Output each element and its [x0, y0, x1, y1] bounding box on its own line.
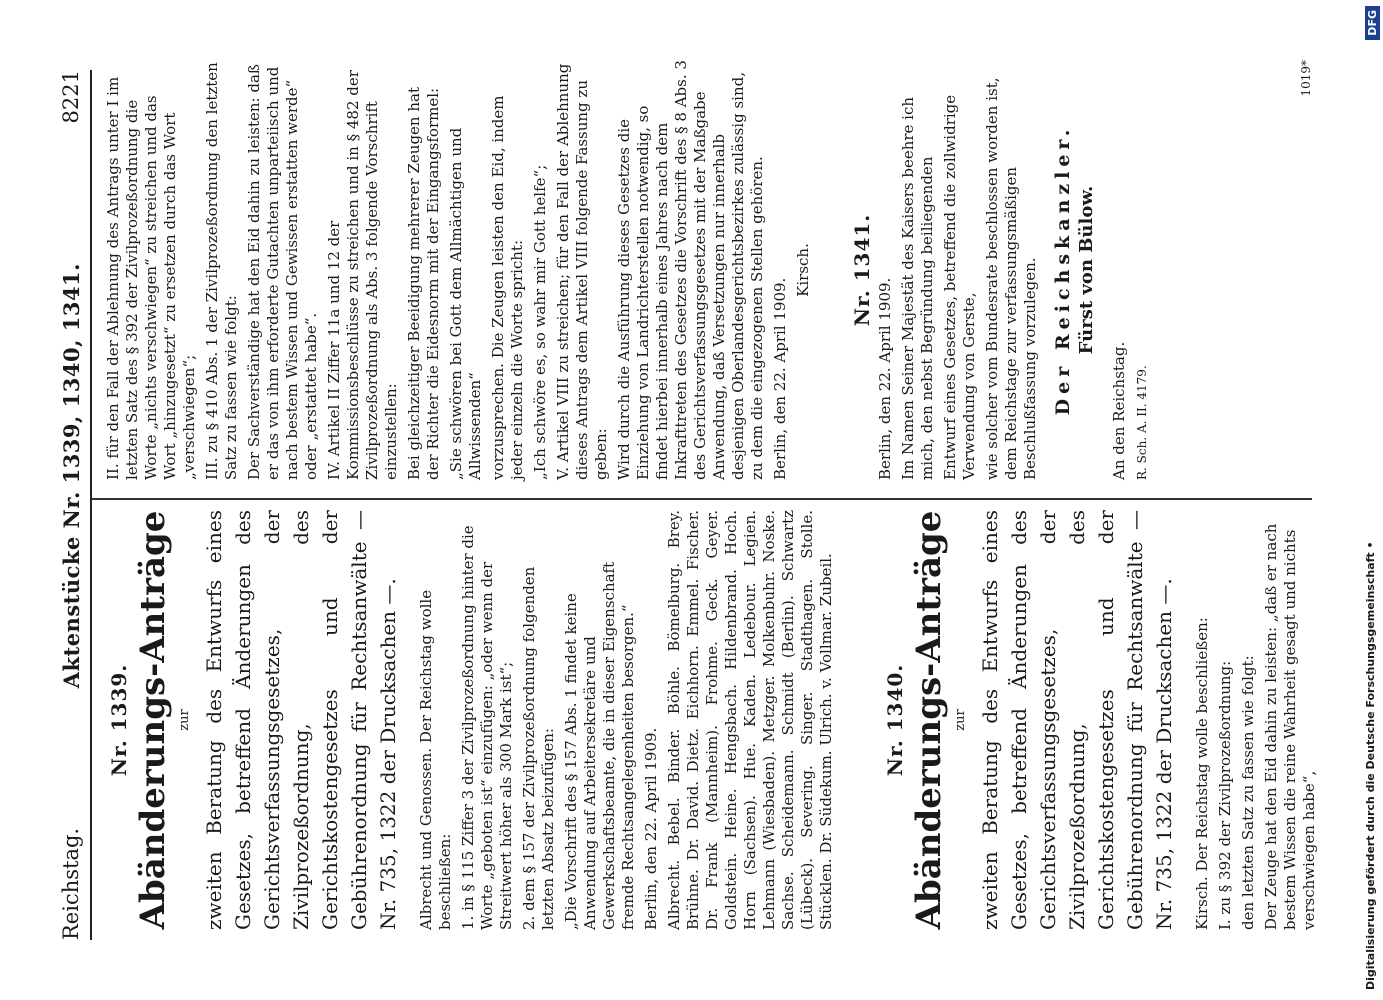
footnote-marker: 1019* — [1299, 60, 1313, 97]
zur-1340: zur — [953, 709, 968, 731]
header-rule — [90, 70, 92, 940]
doc-number-1341: Nr. 1341. — [850, 213, 874, 327]
heading-1340: Abänderungs-Anträge — [909, 510, 949, 930]
intro-1339: zweiten Beratung des Entwurfs eines Gesetzes, betreffend Änderungen des Gerichtsverfassungsgesetzes, der Zivilprozeßordnung, des Gerichtskostengesetzes und der Gebührenordnung für Rechtsanwälte — Nr. 735, 1322 der Drucksachen —. — [202, 510, 400, 930]
zur-1339: zur — [177, 709, 192, 731]
albrecht-item-2: 2. dem § 157 der Zivilprozeßordnung folgenden letzten Absatz beizufügen: — [520, 566, 557, 930]
kirsch-signature: Kirsch. — [794, 243, 812, 297]
right-column — [104, 60, 1156, 480]
header-title: Aktenstücke Nr. 1339, 1340, 1341. — [58, 263, 84, 689]
date-1339: Berlin, den 22. April 1909. — [642, 727, 660, 930]
kirsch-item-III: III. zu § 410 Abs. 1 der Zivilprozeßordnung den letzten Satz zu fassen wie folgt: — [203, 62, 240, 480]
page-header — [54, 70, 88, 940]
heading-1339: Abänderungs-Anträge — [133, 510, 173, 930]
date-1341: Berlin, den 22. April 1909. — [876, 277, 894, 480]
letter-1341-part-3: wie solcher vom Bundesrate beschlossen worden ist, dem Reichstage zur verfassungsmäßigen Beschlußfassung vorzulegen. — [983, 77, 1039, 480]
kirsch-item-IV-formula: „Sie schwören bei Gott dem Allmächtigen und Allwissenden“ — [447, 127, 484, 480]
kirsch-item-V-quote: Wird durch die Ausführung dieses Gesetzes die Einziehung von Landrichterstellen notwendig, so findet hierbei innerhalb eines Jahres nach dem Inkrafttreten des Gesetzes die Vorschrift des § 8 Abs. 3 des Gerichtsverfassungsgesetzes mit der Maßgabe Anwendung, daß Versetzungen nur innerhalb desjenigen Oberlandesgerichtsbezirkes zulässig sind, zu dem die eingezogenen Stellen gehören. — [615, 60, 766, 480]
albrecht-lead: Albrecht und Genossen. Der Reichstag wolle beschließen: — [417, 589, 454, 930]
reichskanzler-signature: Fürst von Bülow. — [1076, 185, 1097, 355]
letter-1341-part-1: Im Namen Seiner Majestät des Kaisers beehre ich mich, den nebst Begründung beiliegenden — [899, 96, 936, 480]
dfg-text: Digitalisierung gefördert durch die Deutsche Forschungsgemeinschaft • — [1364, 541, 1377, 990]
header-left: Reichstag. — [59, 827, 83, 940]
kirsch-lead: Kirsch. Der Reichstag wolle beschließen: — [1193, 617, 1211, 930]
kirsch-item-I-text: den letzten Satz zu fassen wie folgt: — [1239, 655, 1257, 930]
kirsch-item-II: II. für den Fall der Ablehnung des Antrags unter I im letzten Satz des § 392 der Zivilprozeßordnung die Worte „nichts verschwiegen“ zu streichen und das Wort „hinzugesetzt“ zu ersetzen durch das Wort „verschwiegen“; — [104, 76, 198, 480]
reichskanzler-title: Der Reichskanzler. — [1052, 124, 1074, 416]
column-divider — [92, 498, 1312, 500]
albrecht-item-1: 1. in § 115 Ziffer 3 der Zivilprozeßordnung hinter die Worte „geboten ist“ einzufügen: „oder wenn der Streitwert höher als 300 Mark ist“; — [459, 525, 515, 930]
kirsch-item-IV-text: vorzusprechen. Die Zeugen leisten den Eid, indem jeder einzeln die Worte spricht: — [489, 95, 526, 480]
letter-1341-part-2: Entwurf eines Gesetzes, betreffend die zollwidrige Verwendung von Gerste, — [941, 94, 978, 480]
kirsch-item-I: I. zu § 392 der Zivilprozeßordnung: — [1216, 660, 1234, 930]
kirsch-item-IV-quote: Bei gleichzeitiger Beeidigung mehrerer Zeugen hat der Richter die Eidesnorm mit der Eingangsformel: — [405, 87, 442, 480]
addressee: An den Reichstag. — [1110, 341, 1128, 480]
kirsch-item-V: V. Artikel VIII zu streichen; für den Fall der Ablehnung dieses Antrags dem Artikel VIII folgende Fassung zu geben: — [554, 63, 610, 480]
albrecht-item-2-quote: „Die Vorschrift des § 157 Abs. 1 findet keine Anwendung auf Arbeitersekretäre und Gewerkschaftsbeamte, die in dieser Eigenschaft fremde Rechtsangelegenheiten besorgen.“ — [562, 561, 637, 930]
kirsch-item-I-quote: Der Zeuge hat den Eid dahin zu leisten: „daß er nach bestem Wissen die reine Wahrheit gesagt und nichts verschwiegen habe“, — [1262, 523, 1318, 930]
page-number: 8221 — [59, 70, 83, 124]
reference-number: R. Sch. A. II. 4179. — [1135, 365, 1149, 480]
dfg-funding-note — [1364, 10, 1377, 990]
kirsch-item-III-quote: Der Sachverständige hat den Eid dahin zu leisten: daß er das von ihm erforderte Gutachten unparteiisch und nach bestem Wissen und Gewissen erstatten werde“ oder „erstattet habe“. — [245, 64, 320, 480]
left-column — [104, 510, 1323, 930]
intro-1340: zweiten Beratung des Entwurfs eines Gesetzes, betreffend Änderungen des Gerichtsverfassungsgesetzes, der Zivilprozeßordnung, des Gerichtskostengesetzes und der Gebührenordnung für Rechtsanwälte — Nr. 735, 1322 der Drucksachen —. — [978, 510, 1176, 930]
dfg-logo: DFG — [1365, 6, 1380, 40]
signatories-1339: Albrecht. Bebel. Binder. Böhle. Bömelburg. Brey. Brühne. Dr. David. Dietz. Eichhorn. Emmel. Fischer. Dr. Frank (Mannheim). Frohme. Geck. Geyer. Goldstein. Heine. Hengsbach. Hildenbrand. Hoch. Horn (Sachsen). Hue. Kaden. Ledebour. Legien. Lehmann (Wiesbaden). Metzger. Molkenbuhr. Noske. Sachse. Scheidemann. Schmidt (Berlin). Schwartz (Lübeck). Severing. Singer. Stadthagen. Stolle. Stücklen. Dr. Südekum. Ulrich. v. Vollmar. Zubeil. — [665, 510, 835, 930]
doc-number-1339: Nr. 1339. — [107, 663, 131, 777]
kirsch-item-IV: IV. Artikel II Ziffer 11a und 12 der Kommissionsbeschlüsse zu streichen und in § 482 der Zivilprozeßordnung als Abs. 3 folgende Vorschrift einzustellen: — [325, 70, 400, 480]
date-1340: Berlin, den 22. April 1909. — [771, 277, 789, 480]
kirsch-item-IV-words: „Ich schwöre es, so wahr mir Gott helfe“; — [531, 164, 549, 480]
doc-number-1340: Nr. 1340. — [883, 663, 907, 777]
